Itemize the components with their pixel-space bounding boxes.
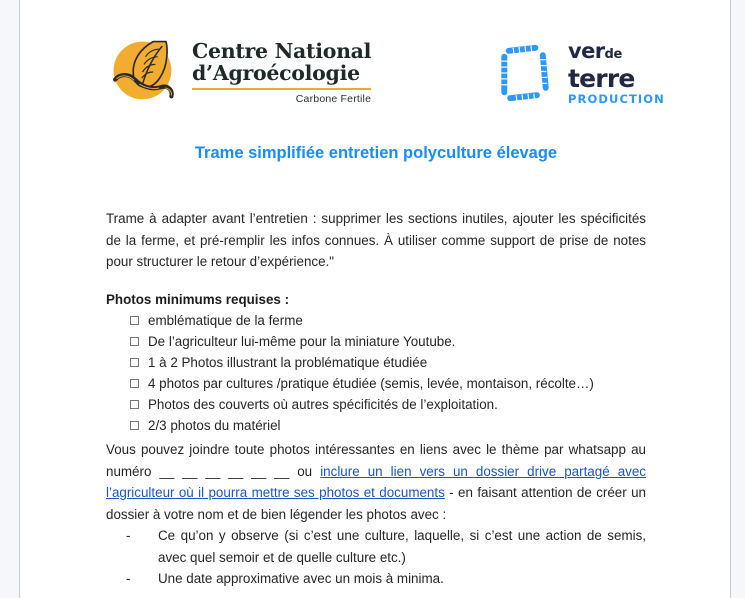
whatsapp-paragraph [106,439,646,525]
logo-centre-national-agroecologie [106,34,371,110]
page-title: Trame simplifiée entretien polyculture élevage [194,144,558,162]
list-item[interactable] [106,310,646,331]
list-item-label: Une date approximative avec un mois à minima. [158,571,444,586]
logo-cna-title-line2: d’Agroécologie [192,60,360,85]
list-item[interactable] [106,352,646,373]
list-item-label: 2/3 photos du matériel [148,418,281,433]
dash-bullet: - [126,528,131,543]
logo-vdt-wordmark [568,38,665,106]
list-item[interactable] [106,373,646,394]
list-item [106,568,646,590]
logo-cna-divider [192,88,371,90]
list-item[interactable] [106,331,646,352]
document-body [106,142,646,590]
dash-bullet: - [126,571,131,586]
logo-cna-wordmark [192,40,371,105]
logo-cna-tagline: Carbone Fertile [295,92,372,105]
logo-vdt-line2: terre [568,63,635,93]
list-item-label: 4 photos par cultures /pratique étudiée (semis, levée, montaison, récolte…) [148,376,594,391]
caption-requirements-list [106,525,646,590]
whatsapp-para-before-link: Vous pouvez joindre toute photos intéressantes en liens avec le thème par whatsapp au numéro __ __ __ __ __ __ ou [106,442,646,479]
checkbox-icon[interactable] [130,337,139,346]
list-item-label: Photos des couverts où autres spécificités de l’exploitation. [148,397,498,412]
list-item-label: emblématique de la ferme [148,313,303,328]
list-item-label: 1 à 2 Photos illustrant la problématique étudiée [148,355,428,370]
checkbox-icon[interactable] [130,400,139,409]
leaf-worm-icon [106,34,182,110]
document-page [19,0,731,598]
logo-vdt-de: de [604,46,623,62]
checkbox-icon[interactable] [130,358,139,367]
photos-section-heading: Photos minimums requises : [106,291,290,307]
list-item-label: De l’agriculteur lui-même pour la miniature Youtube. [148,334,456,349]
spacer-title-intro [106,170,646,208]
logo-vdt-line1 [568,38,665,65]
document-header [20,0,732,130]
checkbox-icon[interactable] [130,316,139,325]
worm-square-icon [488,36,562,110]
logo-ver-de-terre-production [488,36,665,110]
list-item[interactable] [106,394,646,415]
spacer-intro-section [106,273,646,289]
logo-vdt-ver: ver [568,38,605,63]
logo-vdt-line3: PRODUCTION [568,91,665,106]
whatsapp-para-after-link: - en faisant attention de créer un dossier à votre nom et de bien légender les photos avec : [106,485,646,522]
intro-paragraph: Trame à adapter avant l’entretien : supprimer les sections inutiles, ajouter les spécificités de la ferme, et pré-remplir les infos connues. À utiliser comme support de prise de notes pour structurer le retour d’expérience." [106,211,646,269]
logo-cna-title-line1: Centre National [192,38,372,63]
drive-folder-link[interactable]: inclure un lien vers un dossier drive partagé avec l’agriculteur où il pourra mettre ses photos et documents [106,463,646,500]
photos-checklist [106,310,646,436]
list-item-label: Ce qu’on y observe (si c’est une culture, laquelle, si c’est une action de semis, avec quel semoir et de quelle culture etc.) [158,528,646,565]
list-item [106,525,646,568]
list-item[interactable] [106,415,646,436]
checkbox-icon[interactable] [130,421,139,430]
checkbox-icon[interactable] [130,379,139,388]
